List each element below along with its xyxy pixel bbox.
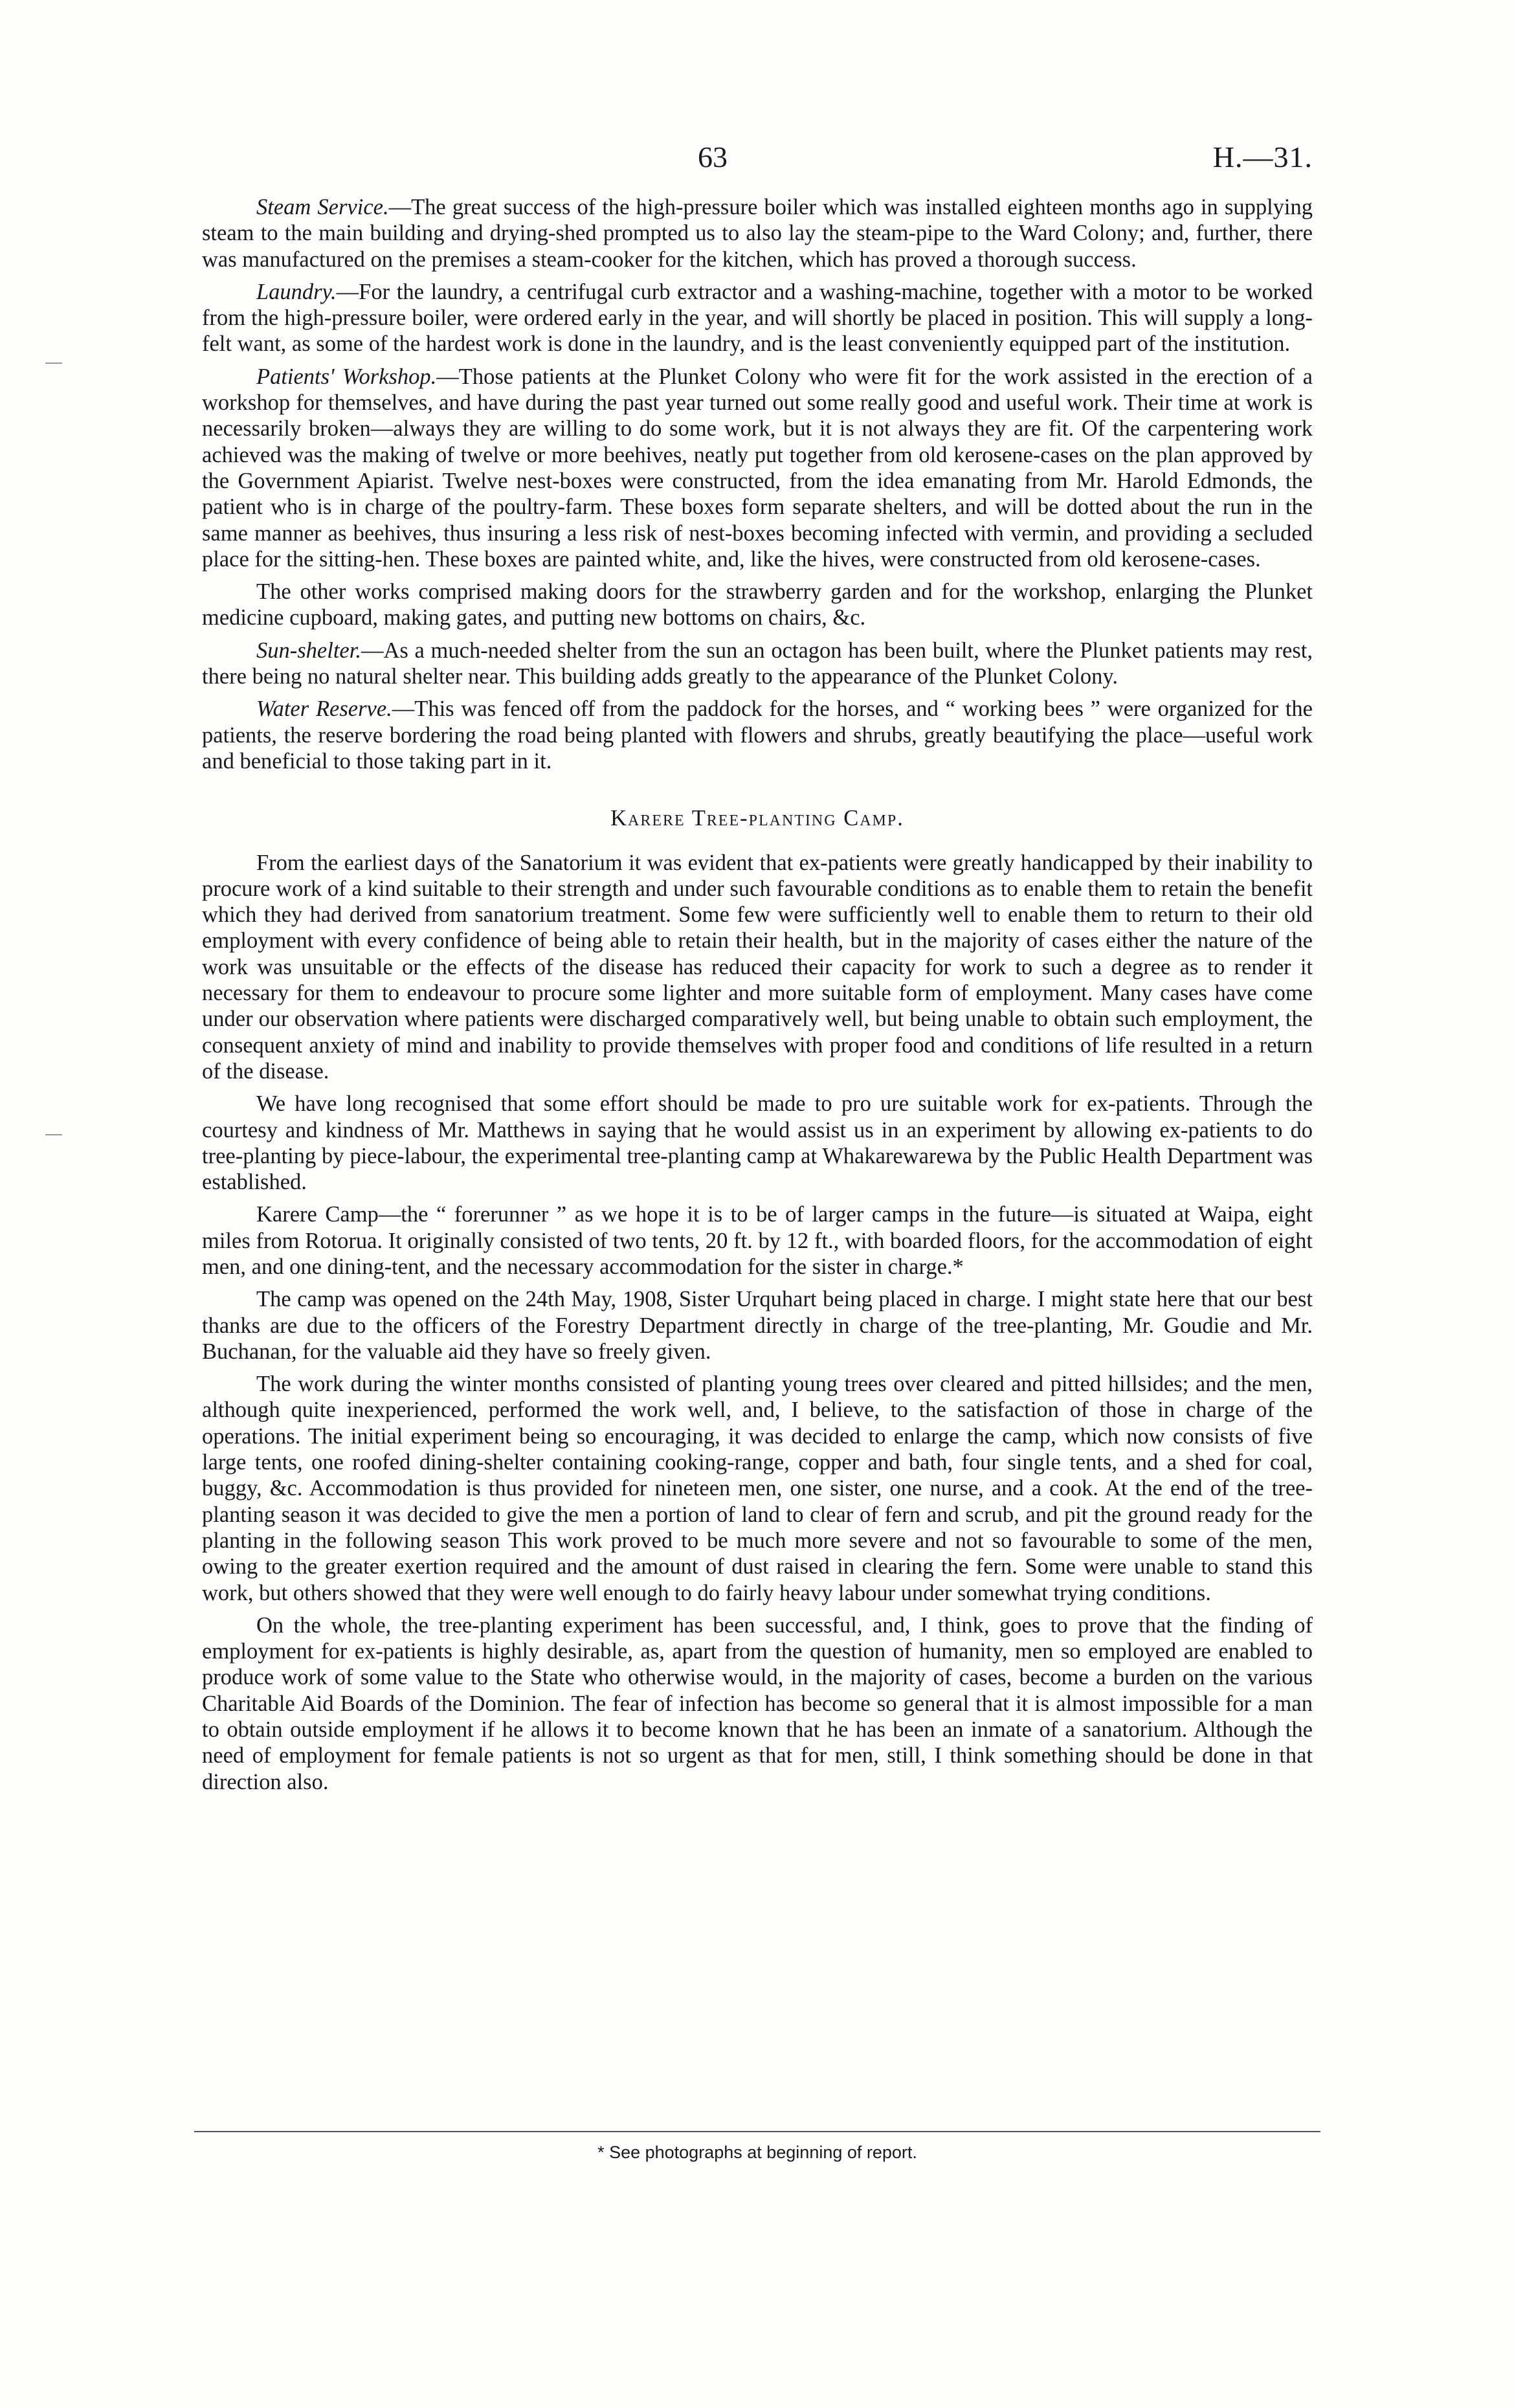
paragraph-title: Water Reserve.	[256, 697, 392, 722]
margin-mark	[45, 1134, 62, 1135]
paragraph-text: —For the laundry, a centrifugal curb extractor and a washing-machine, together with a motor to be worked from the high-pressure boiler, were ordered early in the year, and will shortly be placed in position. This will supply a long-felt want, as some of the hardest work is done in the laundry, and is the least conveniently equipped part of the institution.	[202, 279, 1313, 357]
page-header	[202, 139, 1313, 191]
body-text	[202, 194, 1313, 1801]
section-heading: Karere Tree-planting Camp.	[610, 806, 904, 831]
paragraph-title: Sun-shelter.	[256, 638, 361, 663]
margin-mark	[45, 362, 62, 364]
paragraph-text: —As a much-needed shelter from the sun an octagon has been built, where the Plunket patients may rest, there being no natural shelter near. This building adds greatly to the appearance of the Plunket Colony.	[202, 638, 1313, 689]
footnote: * See photographs at beginning of report.	[597, 2143, 917, 2162]
paragraph-section-5: The work during the winter months consisted of planting young trees over cleared and pitted hillsides; and the men, although quite inexperienced, performed the work well, and, I believe, to the satisfaction of those in charge of the operations. The initial experiment being so encouraging, it was decided to enlarge the camp, which now consists of five large tents, one roofed dining-shelter containing cooking-range, copper and bath, four single tents, and a shed for coal, buggy, &c. Accommodation is thus provided for nineteen men, one sister, one nurse, and a cook. At the end of the tree-planting season it was decided to give the men a portion of land to clear of fern and scrub, and pit the ground ready for the planting in the following season This work proved to be much more severe and not so favourable to some of the men, owing to the greater exertion required and the amount of dust raised in clearing the fern. Some were unable to stand this work, but others showed that they were well enough to do fairly heavy labour under somewhat trying conditions.	[202, 1372, 1313, 1605]
document-reference: H.—31.	[1212, 140, 1313, 173]
paragraph-text: The other works comprised making doors for the strawberry garden and for the workshop, enlarging the Plunket medicine cupboard, making gates, and putting new bottoms on chairs, &c.	[202, 579, 1313, 630]
paragraph-title: Laundry.	[256, 279, 337, 304]
paragraph-text: —This was fenced off from the paddock for the horses, and “ working bees ” were organized for the patients, the reserve bordering the road being planted with flowers and shrubs, greatly beautifying the place—useful work and beneficial to those taking part in it.	[202, 697, 1313, 774]
paragraph-section-3: Karere Camp—the “ forerunner ” as we hope it is to be of larger camps in the future—is situated at Waipa, eight miles from Rotorua. It originally consisted of two tents, 20 ft. by 12 ft., with boarded floors, for the accommodation of eight men, and one dining-tent, and the necessary accommodation for the sister in charge.*	[202, 1202, 1313, 1279]
paragraph-section-2: We have long recognised that some effort should be made to pro ure suitable work for ex-patients. Through the courtesy and kindness of Mr. Matthews in saying that he would assist us in an experiment by allowing ex-patients to do tree-planting by piece-labour, the experimental tree-planting camp at Whakarewarewa by the Public Health Department was established.	[202, 1091, 1313, 1195]
paragraph-text: —The great success of the high-pressure boiler which was installed eighteen months ago in supplying steam to the main building and drying-shed prompted us to also lay the steam-pipe to the Ward Colony; and, further, there was manufactured on the premises a steam-cooker for the kitchen, which has proved a thorough success.	[202, 195, 1313, 272]
paragraph-patients-workshop	[202, 364, 1313, 572]
paragraph-section-4: The camp was opened on the 24th May, 1908, Sister Urquhart being placed in charge. I might state here that our best thanks are due to the officers of the Forestry Department directly in charge of the tree-planting, Mr. Goudie and Mr. Buchanan, for the valuable aid they have so freely given.	[202, 1287, 1313, 1364]
paragraph-title: Steam Service.	[256, 195, 389, 219]
paragraph-laundry	[202, 279, 1313, 357]
paragraph-section-6: On the whole, the tree-planting experiment has been successful, and, I think, goes to prove that the finding of employment for ex-patients is highly desirable, as, apart from the question of humanity, men so employed are enabled to produce work of some value to the State who otherwise would, in the majority of cases, become a burden on the various Charitable Aid Boards of the Dominion. The fear of infection has become so general that it is almost impossible for a man to obtain outside employment if he allows it to become known that he has been an inmate of a sanatorium. Although the need of employment for female patients is not so urgent as that for men, still, I think something should be done in that direction also.	[202, 1612, 1313, 1794]
page-number: 63	[698, 140, 728, 173]
paragraph-other-works	[202, 579, 1313, 631]
paragraph-steam-service	[202, 194, 1313, 273]
paragraph-text: —Those patients at the Plunket Colony who were fit for the work assisted in the erection of a workshop for themselves, and have during the past year turned out some really good and useful work. Their time at work is necessarily broken—always they are willing to do some work, but it is not always they are fit. Of the carpentering work achieved was the making of twelve or more beehives, neatly put together from old kerosene-cases on the plan approved by the Government Apiarist. Twelve nest-boxes were constructed, from the idea emanating from Mr. Harold Edmonds, the patient who is in charge of the poultry-farm. These boxes form separate shelters, and will be dotted about the run in the same manner as beehives, thus insuring a less risk of nest-boxes becoming infected with vermin, and providing a secluded place for the sitting-hen. These boxes are painted white, and, like the hives, were constructed from old kerosene-cases.	[202, 364, 1313, 572]
paragraph-water-reserve	[202, 696, 1313, 774]
paragraph-title: Patients' Workshop.	[256, 364, 437, 389]
paragraph-sun-shelter	[202, 638, 1313, 690]
footnote-divider	[194, 2131, 1320, 2132]
paragraph-section-1: From the earliest days of the Sanatorium it was evident that ex-patients were greatly handicapped by their inability to procure work of a kind suitable to their strength and under such favourable conditions as to enable them to retain the benefit which they had derived from sanatorium treatment. Some few were sufficiently well to enable them to return to their old employment with every confidence of being able to retain their health, but in the majority of cases either the nature of the work was unsuitable or the effects of the disease has reduced their capacity for work to such a degree as to render it necessary for them to endeavour to procure some lighter and more suitable form of employment. Many cases have come under our observation where patients were discharged comparatively well, but being unable to obtain such employment, the consequent anxiety of mind and inability to provide themselves with proper food and conditions of life resulted in a return of the disease.	[202, 850, 1313, 1084]
